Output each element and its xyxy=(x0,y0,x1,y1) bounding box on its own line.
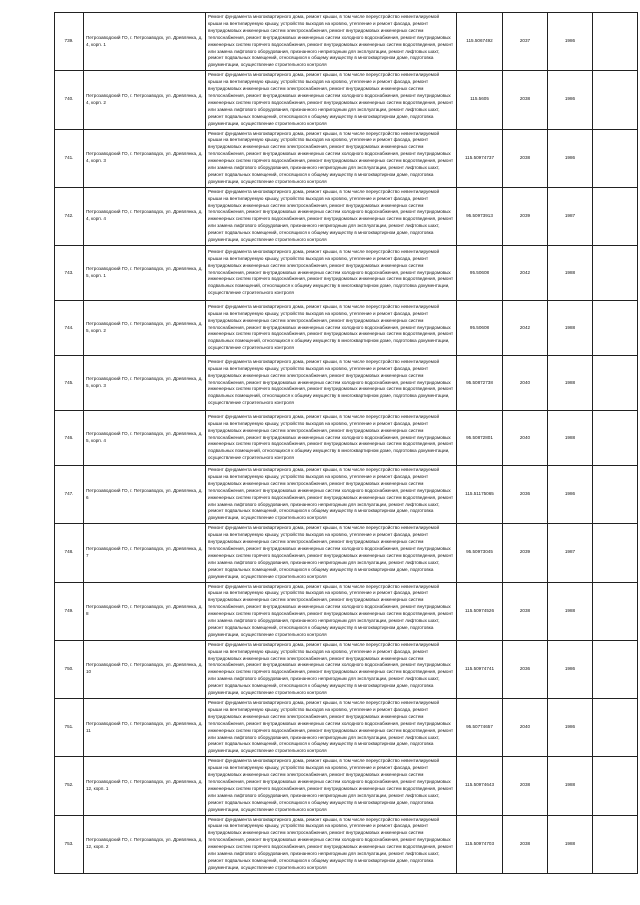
table-body xyxy=(55,13,638,874)
row-address: Петрозаводский ГО, г. Петрозаводск, ул. Древлянка, д. 5, корп. 1 xyxy=(84,246,206,301)
row-number: 748. xyxy=(55,524,84,582)
row-cost: 115.50974741 xyxy=(457,640,503,698)
row-plan-year: 2038 xyxy=(503,815,548,873)
table-row xyxy=(55,71,638,129)
row-number: 743. xyxy=(55,246,84,301)
row-cost: 115.50974737 xyxy=(457,129,503,187)
row-number: 747. xyxy=(55,466,84,524)
row-works: Ремонт фундамента многоквартирного дома, ремонт крыши, в том числе переустройство невентилируемой крыши на вентилируемую крышу, устройство выходов на кровлю, утепление и ремонт фасада, ремонт внутридомовых инженерных систем электроснабжения, ремонт внутридомовых инженерных систем теплоснабжения, ремонт внутридомовых инженерных систем холодного водоснабжения, ремонт внутридомовых инженерных систем горячего водоснабжения, ремонт внутридомовых инженерных систем водоотведения, ремонт или замена лифтового оборудования, признанного непригодным для эксплуатации, ремонт лифтовых шахт, ремонт подвальных помещений, относящихся к общему имуществу в многоквартирном доме, подготовка документации, осуществление строительного контроля xyxy=(206,466,457,524)
row-empty-cell xyxy=(593,411,638,466)
row-works: Ремонт фундамента многоквартирного дома, ремонт крыши, в том числе переустройство невентилируемой крыши на вентилируемую крышу, устройство выходов на кровлю, утепление и ремонт фасада, ремонт внутридомовых инженерных систем электроснабжения, ремонт внутридомовых инженерных систем теплоснабжения, ремонт внутридомовых инженерных систем холодного водоснабжения, ремонт внутридомовых инженерных систем горячего водоснабжения, ремонт внутридомовых инженерных систем водоотведения, ремонт подвальных помещений, относящихся к общему имуществу в многоквартирном доме, подготовка документации, осуществление строительного контроля xyxy=(206,356,457,411)
row-built-year: 1986 xyxy=(548,129,593,187)
row-empty-cell xyxy=(593,757,638,815)
table-row xyxy=(55,582,638,640)
row-plan-year: 2038 xyxy=(503,71,548,129)
row-address: Петрозаводский ГО, г. Петрозаводск, ул. Древлянка, д. 10 xyxy=(84,640,206,698)
row-address: Петрозаводский ГО, г. Петрозаводск, ул. Древлянка, д. 8 xyxy=(84,582,206,640)
row-plan-year: 2038 xyxy=(503,757,548,815)
table-row xyxy=(55,757,638,815)
row-address: Петрозаводский ГО, г. Петрозаводск, ул. Древлянка, д. 5, корп. 3 xyxy=(84,356,206,411)
row-plan-year: 2042 xyxy=(503,246,548,301)
table-row xyxy=(55,187,638,245)
row-number: 742. xyxy=(55,187,84,245)
row-plan-year: 2039 xyxy=(503,524,548,582)
row-built-year: 1987 xyxy=(548,187,593,245)
row-empty-cell xyxy=(593,187,638,245)
row-works: Ремонт фундамента многоквартирного дома, ремонт крыши, в том числе переустройство невентилируемой крыши на вентилируемую крышу, устройство выходов на кровлю, утепление и ремонт фасада, ремонт внутридомовых инженерных систем электроснабжения, ремонт внутридомовых инженерных систем теплоснабжения, ремонт внутридомовых инженерных систем холодного водоснабжения, ремонт внутридомовых инженерных систем горячего водоснабжения, ремонт внутридомовых инженерных систем водоотведения, ремонт подвальных помещений, относящихся к общему имуществу в многоквартирном доме, подготовка документации, осуществление строительного контроля xyxy=(206,246,457,301)
row-empty-cell xyxy=(593,301,638,356)
row-works: Ремонт фундамента многоквартирного дома, ремонт крыши, в том числе переустройство невентилируемой крыши на вентилируемую крышу, устройство выходов на кровлю, утепление и ремонт фасада, ремонт внутридомовых инженерных систем электроснабжения, ремонт внутридомовых инженерных систем теплоснабжения, ремонт внутридомовых инженерных систем холодного водоснабжения, ремонт внутридомовых инженерных систем горячего водоснабжения, ремонт внутридомовых инженерных систем водоотведения, ремонт или замена лифтового оборудования, признанного непригодным для эксплуатации, ремонт лифтовых шахт, ремонт подвальных помещений, относящихся к общему имуществу в многоквартирном доме, подготовка документации, осуществление строительного контроля xyxy=(206,757,457,815)
row-empty-cell xyxy=(593,640,638,698)
row-cost: 95.50872738 xyxy=(457,356,503,411)
row-empty-cell xyxy=(593,129,638,187)
repair-program-table xyxy=(54,12,638,874)
row-plan-year: 2040 xyxy=(503,699,548,757)
row-plan-year: 2039 xyxy=(503,187,548,245)
row-works: Ремонт фундамента многоквартирного дома, ремонт крыши, в том числе переустройство невентилируемой крыши на вентилируемую крышу, устройство выходов на кровлю, утепление и ремонт фасада, ремонт внутридомовых инженерных систем электроснабжения, ремонт внутридомовых инженерных систем теплоснабжения, ремонт внутридомовых инженерных систем холодного водоснабжения, ремонт внутридомовых инженерных систем горячего водоснабжения, ремонт внутридомовых инженерных систем водоотведения, ремонт или замена лифтового оборудования, признанного непригодным для эксплуатации, ремонт лифтовых шахт, ремонт подвальных помещений, относящихся к общему имуществу в многоквартирном доме, подготовка документации, осуществление строительного контроля xyxy=(206,524,457,582)
row-cost: 115.5067492 xyxy=(457,13,503,71)
row-built-year: 1986 xyxy=(548,699,593,757)
row-built-year: 1986 xyxy=(548,640,593,698)
row-plan-year: 2042 xyxy=(503,301,548,356)
row-works: Ремонт фундамента многоквартирного дома, ремонт крыши, в том числе переустройство невентилируемой крыши на вентилируемую крышу, устройство выходов на кровлю, утепление и ремонт фасада, ремонт внутридомовых инженерных систем электроснабжения, ремонт внутридомовых инженерных систем теплоснабжения, ремонт внутридомовых инженерных систем холодного водоснабжения, ремонт внутридомовых инженерных систем горячего водоснабжения, ремонт внутридомовых инженерных систем водоотведения, ремонт или замена лифтового оборудования, признанного непригодным для эксплуатации, ремонт лифтовых шахт, ремонт подвальных помещений, относящихся к общему имуществу в многоквартирном доме, подготовка документации, осуществление строительного контроля xyxy=(206,187,457,245)
row-built-year: 1986 xyxy=(548,466,593,524)
row-address: Петрозаводский ГО, г. Петрозаводск, ул. Древлянка, д. 11 xyxy=(84,699,206,757)
row-built-year: 1988 xyxy=(548,356,593,411)
row-cost: 95.50774657 xyxy=(457,699,503,757)
row-address: Петрозаводский ГО, г. Петрозаводск, ул. Древлянка, д. 4, корп. 3 xyxy=(84,129,206,187)
row-built-year: 1986 xyxy=(548,71,593,129)
row-address: Петрозаводский ГО, г. Петрозаводск, ул. Древлянка, д. 12, корп. 1 xyxy=(84,757,206,815)
table-row xyxy=(55,815,638,873)
row-cost: 95.50872801 xyxy=(457,411,503,466)
row-plan-year: 2036 xyxy=(503,640,548,698)
row-address: Петрозаводский ГО, г. Петрозаводск, ул. Древлянка, д. 4, корп. 4 xyxy=(84,187,206,245)
row-empty-cell xyxy=(593,246,638,301)
table-row xyxy=(55,699,638,757)
row-empty-cell xyxy=(593,13,638,71)
row-address: Петрозаводский ГО, г. Петрозаводск, ул. Древлянка, д. 5, корп. 2 xyxy=(84,301,206,356)
row-empty-cell xyxy=(593,582,638,640)
row-built-year: 1988 xyxy=(548,301,593,356)
row-built-year: 1987 xyxy=(548,524,593,582)
row-works: Ремонт фундамента многоквартирного дома, ремонт крыши, в том числе переустройство невентилируемой крыши на вентилируемую крышу, устройство выходов на кровлю, утепление и ремонт фасада, ремонт внутридомовых инженерных систем электроснабжения, ремонт внутридомовых инженерных систем теплоснабжения, ремонт внутридомовых инженерных систем холодного водоснабжения, ремонт внутридомовых инженерных систем горячего водоснабжения, ремонт внутридомовых инженерных систем водоотведения, ремонт или замена лифтового оборудования, признанного непригодным для эксплуатации, ремонт лифтовых шахт, ремонт подвальных помещений, относящихся к общему имуществу в многоквартирном доме, подготовка документации, осуществление строительного контроля xyxy=(206,815,457,873)
row-plan-year: 2036 xyxy=(503,466,548,524)
row-works: Ремонт фундамента многоквартирного дома, ремонт крыши, в том числе переустройство невентилируемой крыши на вентилируемую крышу, устройство выходов на кровлю, утепление и ремонт фасада, ремонт внутридомовых инженерных систем электроснабжения, ремонт внутридомовых инженерных систем теплоснабжения, ремонт внутридомовых инженерных систем холодного водоснабжения, ремонт внутридомовых инженерных систем горячего водоснабжения, ремонт внутридомовых инженерных систем водоотведения, ремонт или замена лифтового оборудования, признанного непригодным для эксплуатации, ремонт лифтовых шахт, ремонт подвальных помещений, относящихся к общему имуществу в многоквартирном доме, подготовка документации, осуществление строительного контроля xyxy=(206,640,457,698)
row-built-year: 1988 xyxy=(548,411,593,466)
row-plan-year: 2038 xyxy=(503,129,548,187)
row-address: Петрозаводский ГО, г. Петрозаводск, ул. Древлянка, д. 6 xyxy=(84,466,206,524)
row-number: 744. xyxy=(55,301,84,356)
row-address: Петрозаводский ГО, г. Петрозаводск, ул. Древлянка, д. 7 xyxy=(84,524,206,582)
row-cost: 115.50974526 xyxy=(457,582,503,640)
row-empty-cell xyxy=(593,815,638,873)
row-works: Ремонт фундамента многоквартирного дома, ремонт крыши, в том числе переустройство невентилируемой крыши на вентилируемую крышу, устройство выходов на кровлю, утепление и ремонт фасада, ремонт внутридомовых инженерных систем электроснабжения, ремонт внутридомовых инженерных систем теплоснабжения, ремонт внутридомовых инженерных систем холодного водоснабжения, ремонт внутридомовых инженерных систем горячего водоснабжения, ремонт внутридомовых инженерных систем водоотведения, ремонт или замена лифтового оборудования, признанного непригодным для эксплуатации, ремонт лифтовых шахт, ремонт подвальных помещений, относящихся к общему имуществу в многоквартирном доме, подготовка документации, осуществление строительного контроля xyxy=(206,582,457,640)
row-address: Петрозаводский ГО, г. Петрозаводск, ул. Древлянка, д. 5, корп. 4 xyxy=(84,411,206,466)
row-number: 750. xyxy=(55,640,84,698)
row-number: 753. xyxy=(55,815,84,873)
row-address: Петрозаводский ГО, г. Петрозаводск, ул. Древлянка, д. 4, корп. 1 xyxy=(84,13,206,71)
row-number: 739. xyxy=(55,13,84,71)
row-address: Петрозаводский ГО, г. Петрозаводск, ул. Древлянка, д. 12, корп. 2 xyxy=(84,815,206,873)
row-number: 752. xyxy=(55,757,84,815)
row-works: Ремонт фундамента многоквартирного дома, ремонт крыши, в том числе переустройство невентилируемой крыши на вентилируемую крышу, устройство выходов на кровлю, утепление и ремонт фасада, ремонт внутридомовых инженерных систем электроснабжения, ремонт внутридомовых инженерных систем теплоснабжения, ремонт внутридомовых инженерных систем холодного водоснабжения, ремонт внутридомовых инженерных систем горячего водоснабжения, ремонт внутридомовых инженерных систем водоотведения, ремонт или замена лифтового оборудования, признанного непригодным для эксплуатации, ремонт лифтовых шахт, ремонт подвальных помещений, относящихся к общему имуществу в многоквартирном доме, подготовка документации, осуществление строительного контроля xyxy=(206,129,457,187)
table-row xyxy=(55,129,638,187)
row-built-year: 1988 xyxy=(548,246,593,301)
row-plan-year: 2040 xyxy=(503,356,548,411)
row-built-year: 1988 xyxy=(548,582,593,640)
row-plan-year: 2040 xyxy=(503,411,548,466)
row-built-year: 1988 xyxy=(548,757,593,815)
row-empty-cell xyxy=(593,71,638,129)
row-number: 740. xyxy=(55,71,84,129)
row-empty-cell xyxy=(593,356,638,411)
table-row xyxy=(55,640,638,698)
row-number: 751. xyxy=(55,699,84,757)
row-cost: 115.50974703 xyxy=(457,815,503,873)
row-empty-cell xyxy=(593,524,638,582)
row-built-year: 1988 xyxy=(548,815,593,873)
table-row xyxy=(55,411,638,466)
table-row xyxy=(55,246,638,301)
row-number: 741. xyxy=(55,129,84,187)
table-row xyxy=(55,356,638,411)
row-empty-cell xyxy=(593,699,638,757)
table-row xyxy=(55,301,638,356)
row-address: Петрозаводский ГО, г. Петрозаводск, ул. Древлянка, д. 4, корп. 2 xyxy=(84,71,206,129)
table-row xyxy=(55,466,638,524)
row-plan-year: 2038 xyxy=(503,582,548,640)
row-number: 745. xyxy=(55,356,84,411)
row-works: Ремонт фундамента многоквартирного дома, ремонт крыши, в том числе переустройство невентилируемой крыши на вентилируемую крышу, устройство выходов на кровлю, утепление и ремонт фасада, ремонт внутридомовых инженерных систем электроснабжения, ремонт внутридомовых инженерных систем теплоснабжения, ремонт внутридомовых инженерных систем холодного водоснабжения, ремонт внутридомовых инженерных систем горячего водоснабжения, ремонт внутридомовых инженерных систем водоотведения, ремонт подвальных помещений, относящихся к общему имуществу в многоквартирном доме, подготовка документации, осуществление строительного контроля xyxy=(206,301,457,356)
row-number: 749. xyxy=(55,582,84,640)
row-built-year: 1986 xyxy=(548,13,593,71)
row-works: Ремонт фундамента многоквартирного дома, ремонт крыши, в том числе переустройство невентилируемой крыши на вентилируемую крышу, устройство выходов на кровлю, утепление и ремонт фасада, ремонт внутридомовых инженерных систем электроснабжения, ремонт внутридомовых инженерных систем теплоснабжения, ремонт внутридомовых инженерных систем холодного водоснабжения, ремонт внутридомовых инженерных систем горячего водоснабжения, ремонт внутридомовых инженерных систем водоотведения, ремонт или замена лифтового оборудования, признанного непригодным для эксплуатации, ремонт лифтовых шахт, ремонт подвальных помещений, относящихся к общему имуществу в многоквартирном доме, подготовка документации, осуществление строительного контроля xyxy=(206,13,457,71)
row-works: Ремонт фундамента многоквартирного дома, ремонт крыши, в том числе переустройство невентилируемой крыши на вентилируемую крышу, устройство выходов на кровлю, утепление и ремонт фасада, ремонт внутридомовых инженерных систем электроснабжения, ремонт внутридомовых инженерных систем теплоснабжения, ремонт внутридомовых инженерных систем холодного водоснабжения, ремонт внутридомовых инженерных систем горячего водоснабжения, ремонт внутридомовых инженерных систем водоотведения, ремонт подвальных помещений, относящихся к общему имуществу в многоквартирном доме, подготовка документации, осуществление строительного контроля xyxy=(206,411,457,466)
row-empty-cell xyxy=(593,466,638,524)
row-cost: 95.50608 xyxy=(457,246,503,301)
table-row xyxy=(55,524,638,582)
row-plan-year: 2037 xyxy=(503,13,548,71)
row-cost: 115.51175065 xyxy=(457,466,503,524)
row-cost: 115.50974643 xyxy=(457,757,503,815)
row-number: 746. xyxy=(55,411,84,466)
row-works: Ремонт фундамента многоквартирного дома, ремонт крыши, в том числе переустройство невентилируемой крыши на вентилируемую крышу, устройство выходов на кровлю, утепление и ремонт фасада, ремонт внутридомовых инженерных систем электроснабжения, ремонт внутридомовых инженерных систем теплоснабжения, ремонт внутридомовых инженерных систем холодного водоснабжения, ремонт внутридомовых инженерных систем горячего водоснабжения, ремонт внутридомовых инженерных систем водоотведения, ремонт или замена лифтового оборудования, признанного непригодным для эксплуатации, ремонт лифтовых шахт, ремонт подвальных помещений, относящихся к общему имуществу в многоквартирном доме, подготовка документации, осуществление строительного контроля xyxy=(206,699,457,757)
row-cost: 95.50608 xyxy=(457,301,503,356)
row-cost: 115.5605 xyxy=(457,71,503,129)
row-works: Ремонт фундамента многоквартирного дома, ремонт крыши, в том числе переустройство невентилируемой крыши на вентилируемую крышу, устройство выходов на кровлю, утепление и ремонт фасада, ремонт внутридомовых инженерных систем электроснабжения, ремонт внутридомовых инженерных систем теплоснабжения, ремонт внутридомовых инженерных систем холодного водоснабжения, ремонт внутридомовых инженерных систем горячего водоснабжения, ремонт внутридомовых инженерных систем водоотведения, ремонт или замена лифтового оборудования, признанного непригодным для эксплуатации, ремонт лифтовых шахт, ремонт подвальных помещений, относящихся к общему имуществу в многоквартирном доме, подготовка документации, осуществление строительного контроля xyxy=(206,71,457,129)
row-cost: 95.50973913 xyxy=(457,187,503,245)
row-cost: 95.50973045 xyxy=(457,524,503,582)
table-row xyxy=(55,13,638,71)
